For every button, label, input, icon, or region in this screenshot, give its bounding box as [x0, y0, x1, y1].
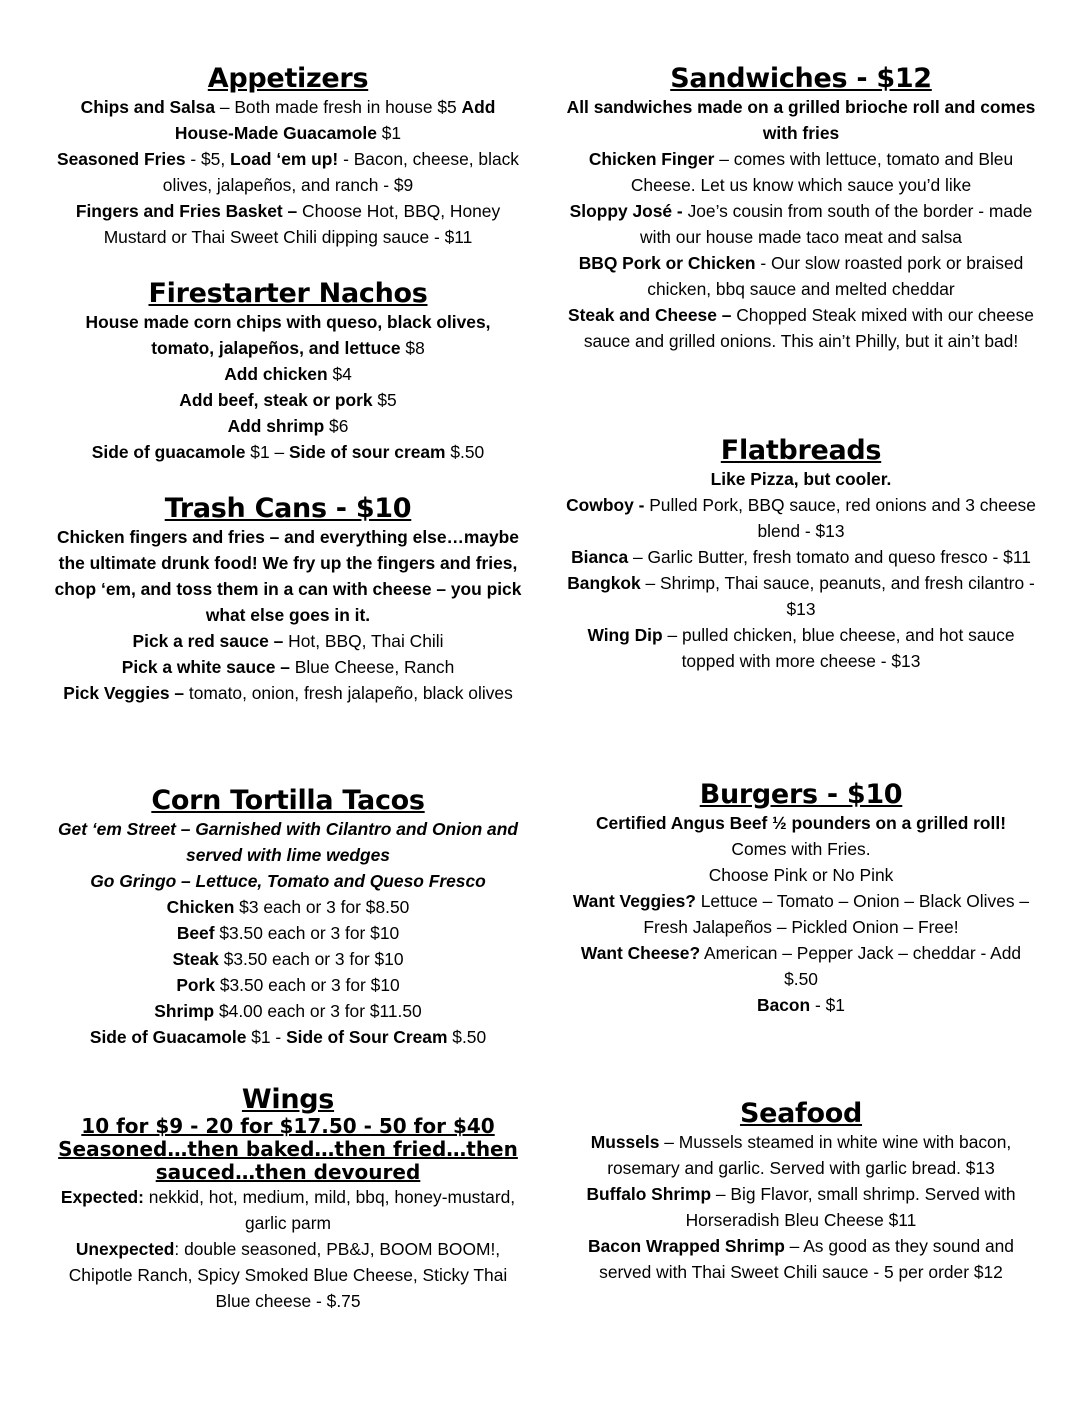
item-desc: House made corn chips with queso, black olives, tomato, jalapeños, and lettuce	[85, 312, 491, 358]
section-title: Sandwiches - $12	[670, 63, 932, 94]
menu-item	[566, 1129, 1036, 1181]
section-title: Burgers - $10	[699, 779, 903, 810]
item-price: $6	[324, 416, 349, 436]
menu-item	[53, 680, 523, 706]
item-price: $.50	[445, 442, 485, 462]
item-name: Chicken	[166, 897, 235, 917]
item-name: Bacon	[757, 995, 811, 1015]
item-desc: – Mussels steamed in white wine with bacon, rosemary and garlic. Served with garlic bread. $13	[607, 1132, 1012, 1178]
menu-item	[53, 1184, 523, 1236]
item-name: Side of sour cream	[288, 442, 446, 462]
menu-item	[566, 862, 1036, 888]
burgers-section	[566, 780, 1036, 1018]
item-name: Bacon Wrapped Shrimp	[588, 1236, 785, 1256]
item-desc: : double seasoned, PB&J, BOOM BOOM!, Chipotle Ranch, Spicy Smoked Blue Cheese, Sticky Thai	[68, 1239, 508, 1285]
item-price: $1 -	[246, 1027, 287, 1047]
item-name: Beef	[176, 923, 215, 943]
flatbreads-section	[566, 436, 1036, 674]
menu-item	[53, 413, 523, 439]
item-desc: Choose Pink or No Pink	[708, 865, 894, 885]
item-name: Add shrimp	[227, 416, 325, 436]
nachos-section	[53, 279, 523, 465]
item-price: $5	[372, 390, 397, 410]
item-name: Steak	[172, 949, 219, 969]
menu-item	[566, 198, 1036, 250]
intro-text: All sandwiches made on a grilled brioche roll and comes with fries	[566, 97, 1036, 143]
item-name: Steak and Cheese –	[568, 305, 732, 325]
item-name: Side of Sour Cream	[286, 1027, 448, 1047]
item-name: Pick Veggies –	[63, 683, 185, 703]
item-name: Cowboy -	[566, 495, 645, 515]
menu-item	[53, 94, 523, 146]
section-title: Flatbreads	[720, 435, 882, 466]
item-name: Want Veggies?	[572, 891, 696, 911]
menu-item	[53, 972, 523, 998]
menu-item	[53, 146, 523, 198]
item-price: $4	[327, 364, 352, 384]
item-name: Add chicken	[224, 364, 328, 384]
item-desc: Lettuce – Tomato – Onion – Black Olives – Fresh Jalapeños – Pickled Onion – Free!	[643, 891, 1030, 937]
menu-item	[566, 1181, 1036, 1233]
item-desc: – Shrimp, Thai sauce, peanuts, and fresh cilantro - $13	[640, 573, 1035, 619]
item-name: Unexpected	[75, 1239, 175, 1259]
menu-item	[53, 920, 523, 946]
menu-item	[53, 1024, 523, 1050]
intro-text: Chicken fingers and fries – and everything else…maybe the ultimate drunk food! We fry up the fingers and fries, chop ‘em, and toss them in a can with cheese – you pick what else goes in it.	[54, 527, 522, 625]
menu-item	[53, 309, 523, 361]
menu-item	[566, 302, 1036, 354]
menu-item	[53, 1288, 523, 1314]
item-desc: – comes with lettuce, tomato and Bleu Cheese. Let us know which sauce you’d like	[630, 149, 1014, 195]
section-title: Corn Tortilla Tacos	[151, 785, 425, 816]
item-name: Side of guacamole	[91, 442, 246, 462]
item-desc: Get ‘em Street – Garnished with Cilantro and Onion and served with lime wedges	[58, 819, 518, 865]
item-desc: Blue Cheese, Ranch	[289, 657, 455, 677]
section-title: Trash Cans - $10	[164, 493, 412, 524]
item-desc: – pulled chicken, blue cheese, and hot sauce topped with more cheese - $13	[662, 625, 1015, 671]
item-name: Chicken Finger	[588, 149, 715, 169]
item-name: Bangkok	[567, 573, 641, 593]
section-intro	[53, 524, 523, 628]
item-price: $4.00 each or 3 for $11.50	[214, 1001, 422, 1021]
item-price: $8	[400, 338, 425, 358]
item-desc: - $5,	[185, 149, 231, 169]
menu-item	[566, 992, 1036, 1018]
intro-text: Certified Angus Beef ½ pounders on a grilled roll!	[595, 813, 1006, 833]
menu-item	[53, 946, 523, 972]
menu-item	[566, 622, 1036, 674]
item-desc: nekkid, hot, medium, mild, bbq, honey-mustard, garlic parm	[143, 1187, 516, 1233]
menu-item	[53, 654, 523, 680]
item-desc: Joe’s cousin from south of the border - made with our house made taco meat and salsa	[640, 201, 1033, 247]
item-name: Want Cheese?	[580, 943, 701, 963]
item-price: $3 each or 3 for $8.50	[234, 897, 410, 917]
menu-item	[566, 250, 1036, 302]
menu-item	[53, 628, 523, 654]
item-price: $3.50 each or 3 for $10	[214, 923, 400, 943]
menu-item	[53, 387, 523, 413]
item-name: Wing Dip	[587, 625, 663, 645]
menu-item	[53, 1236, 523, 1288]
menu-item	[566, 492, 1036, 544]
section-title: Appetizers	[207, 63, 369, 94]
section-intro	[566, 94, 1036, 146]
item-price: $.50	[447, 1027, 487, 1047]
item-desc: Pulled Pork, BBQ sauce, red onions and 3 cheese blend - $13	[644, 495, 1036, 541]
item-desc: Go Gringo – Lettuce, Tomato and Queso Fresco	[90, 871, 486, 891]
item-name: Shrimp	[154, 1001, 215, 1021]
item-name: Add beef, steak or pork	[179, 390, 373, 410]
section-intro	[566, 466, 1036, 492]
item-desc: Choose Hot, BBQ, Honey Mustard or Thai Sweet Chili dipping sauce - $11	[103, 201, 501, 247]
menu-item	[566, 1233, 1036, 1285]
item-desc: American – Pepper Jack – cheddar - Add $.50	[700, 943, 1022, 989]
trash-cans-section	[53, 494, 523, 706]
item-name: Seasoned Fries	[56, 149, 186, 169]
menu-item	[53, 439, 523, 465]
item-desc: Blue cheese - $.75	[215, 1291, 361, 1311]
item-name: Pick a white sauce –	[121, 657, 290, 677]
item-desc: – As good as they sound and served with Thai Sweet Chili sauce - 5 per order $12	[599, 1236, 1014, 1282]
item-name: Mussels	[590, 1132, 660, 1152]
item-name: Sloppy José -	[569, 201, 683, 221]
item-name: Pork	[176, 975, 215, 995]
menu-item	[53, 361, 523, 387]
wings-tagline: Seasoned…then baked…then fried…then sauced…then devoured	[58, 1137, 518, 1184]
item-desc: tomato, onion, fresh jalapeño, black olives	[184, 683, 513, 703]
section-title: Firestarter Nachos	[148, 278, 428, 309]
item-name: Bianca	[571, 547, 629, 567]
item-desc: – Both made fresh in house $5	[215, 97, 462, 117]
menu-item	[53, 998, 523, 1024]
item-name: Buffalo Shrimp	[586, 1184, 712, 1204]
menu-item	[566, 544, 1036, 570]
tacos-section	[53, 786, 523, 1050]
item-name: Side of Guacamole	[89, 1027, 247, 1047]
item-name: Expected:	[60, 1187, 144, 1207]
item-name: Add House-Made Guacamole	[174, 97, 496, 143]
intro-text: Like Pizza, but cooler.	[710, 469, 892, 489]
sandwiches-section	[566, 64, 1036, 354]
menu-item	[566, 940, 1036, 992]
menu-item	[566, 836, 1036, 862]
menu-item	[566, 888, 1036, 940]
item-desc: – Garlic Butter, fresh tomato and queso fresco - $11	[628, 547, 1031, 567]
item-desc: Comes with Fries.	[731, 839, 871, 859]
section-title: Wings	[241, 1084, 335, 1115]
item-price: $3.50 each or 3 for $10	[215, 975, 400, 995]
wings-pricing: 10 for $9 - 20 for $17.50 - 50 for $40	[81, 1114, 495, 1138]
seafood-section	[566, 1099, 1036, 1285]
menu-item	[53, 894, 523, 920]
item-price: $1	[376, 123, 402, 143]
appetizers-section	[53, 64, 523, 250]
menu-item	[566, 570, 1036, 622]
item-name: Chips and Salsa	[80, 97, 215, 117]
item-desc: - Our slow roasted pork or braised chicken, bbq sauce and melted cheddar	[647, 253, 1024, 299]
item-name: Pick a red sauce –	[132, 631, 284, 651]
menu-item	[566, 146, 1036, 198]
item-price: $1 –	[245, 442, 289, 462]
menu-item	[53, 198, 523, 250]
item-price: $3.50 each or 3 for $10	[218, 949, 404, 969]
item-name: Fingers and Fries Basket –	[75, 201, 298, 221]
menu-item	[53, 816, 523, 868]
item-desc: Chopped Steak mixed with our cheese sauce and grilled onions. This ain’t Philly, but it ain’t bad!	[583, 305, 1034, 351]
section-intro	[566, 810, 1036, 836]
wings-section	[53, 1085, 523, 1314]
item-desc: Hot, BBQ, Thai Chili	[283, 631, 444, 651]
item-name: Load ‘em up!	[230, 149, 339, 169]
section-title: Seafood	[739, 1098, 863, 1129]
menu-item	[53, 868, 523, 894]
item-desc: - $1	[810, 995, 845, 1015]
item-desc: – Big Flavor, small shrimp. Served with Horseradish Bleu Cheese $11	[685, 1184, 1016, 1230]
item-name: BBQ Pork or Chicken	[578, 253, 756, 273]
item-desc: - Bacon, cheese, black olives, jalapeños, and ranch - $9	[162, 149, 520, 195]
